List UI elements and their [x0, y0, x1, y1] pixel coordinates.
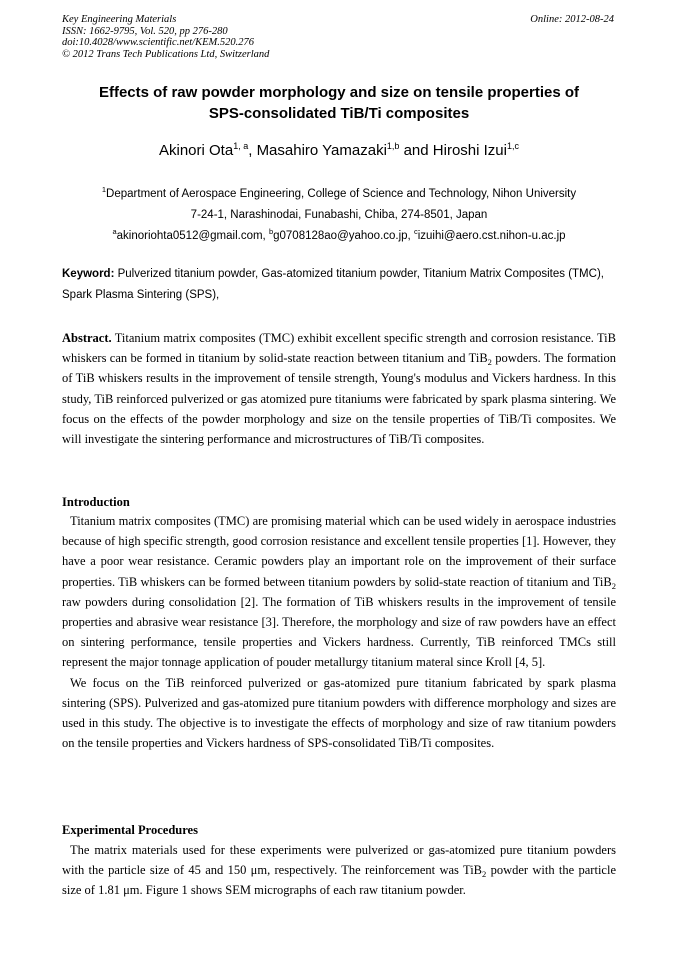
- affiliation-sup: 1: [101, 185, 107, 194]
- journal-name: Key Engineering Materials: [62, 14, 177, 25]
- author-1: Akinori Ota: [159, 142, 234, 159]
- title-line-1: Effects of raw powder morphology and size on tensile properties of: [98, 84, 580, 101]
- abstract-block: Abstract. Titanium matrix composites (TMC) exhibit excellent specific strength and corrosion resistance. TiB whiskers can be formed in titanium by solid-state reaction between titanium and TiB$_2$ powders. The formation of TiB whiskers results in the improvement of tensile strength, Young's modulus and Vickers hardness. In this study, TiB reinforced pulverized or gas atomized pure titaniums were fabricated by spark plasma sintering. We focus on the effects of the powder morphology and size on the tensile properties of TiB/Ti composites. We will investigate the sintering performance and microstructures of TiB/Ti composites.: [62, 331, 616, 447]
- author-list: [62, 141, 616, 161]
- title-line-2: SPS-consolidated TiB/Ti composites: [208, 105, 470, 122]
- author-3: Hiroshi Izui: [432, 142, 507, 159]
- copyright-line: © 2012 Trans Tech Publications Ltd, Switzerland: [62, 48, 270, 60]
- email-a: akinoriohta0512@gmail.com,: [116, 230, 269, 242]
- author-separator: ,: [248, 142, 257, 159]
- author-3-sup: 1,c: [506, 141, 519, 151]
- abstract-label: Abstract.: [62, 331, 112, 345]
- author-1-sup: 1, a: [233, 141, 249, 151]
- doi-line: doi:10.4028/www.scientific.net/KEM.520.276: [62, 37, 254, 49]
- keyword-text: Pulverized titanium powder, Gas-atomized titanium powder, Titanium Matrix Composites (TMC), Spark Plasma Sintering (SPS),: [62, 268, 604, 301]
- affiliation-line-2: 7-24-1, Narashinodai, Funabashi, Chiba, 274-8501, Japan: [190, 209, 488, 221]
- email-c: izuihi@aero.cst.nihon-u.ac.jp: [417, 230, 566, 242]
- section-heading-experimental: Experimental Procedures: [62, 823, 198, 837]
- keyword-block: [62, 264, 616, 306]
- affiliation-block: [62, 184, 616, 247]
- online-date: Online: 2012-08-24: [530, 14, 614, 25]
- introduction-paragraph-2: We focus on the TiB reinforced pulverized or gas-atomized pure titanium fabricated by spark plasma sintering (SPS). Pulverized and gas-atomized pure titanium powders with difference morphology and sizes are used in this study. The objective is to investigate the effects of morphology and size of raw titanium powders on the tensile properties and Vickers hardness of SPS-consolidated TiB/Ti composites.: [62, 675, 616, 751]
- paper-title: [62, 82, 616, 124]
- journal-header: [62, 14, 269, 60]
- email-line: $^a$akinoriohta0512@gmail.com, $^b$g0708128ao@yahoo.co.jp, $^c$izuihi@aero.cst.nihon-u.ac.jp: [112, 227, 566, 242]
- author-2-sup: 1,b: [386, 141, 400, 151]
- introduction-paragraph-1: Titanium matrix composites (TMC) are promising material which can be used widely in aerospace industries because of high specific strength, good corrosion resistance and excellent tensile properties [1]. However, they have a poor wear resistance. Ceramic powders play an important role on the improvement of their surface properties. TiB whiskers can be formed between titanium powders by solid-state reaction of titanium and TiB$_2$ raw powders during consolidation [2]. The formation of TiB whiskers results in the improvement of tensile properties and abrasive wear resistance [3]. Therefore, the morphology and size of raw powders have an effect on sintering performance, tensile properties and Vickers hardness. Currently, TiB reinforced TMCs still represent the major tonnage application of pouder metallurgy titanium materal since Kroll [4, 5].: [62, 514, 616, 670]
- experimental-paragraph: The matrix materials used for these experiments were pulverized or gas-atomized pure titanium powders with the particle size of 45 and 150 μm, respectively. The reinforcement was TiB$_2$ powder with the particle size of 1.81 μm. Figure 1 shows SEM micrographs of each raw titanium powder.: [62, 843, 616, 898]
- author-2: Masahiro Yamazaki: [256, 142, 387, 159]
- affiliation-line-1: $^1$Department of Aerospace Engineering, College of Science and Technology, Nihon University: [101, 185, 577, 200]
- introduction-body: [62, 511, 616, 753]
- section-heading-introduction: Introduction: [62, 495, 130, 509]
- experimental-body: [62, 840, 616, 901]
- author-separator: and: [399, 142, 433, 159]
- email-b: g0708128ao@yahoo.co.jp,: [273, 230, 414, 242]
- issn-line: ISSN: 1662-9795, Vol. 520, pp 276-280: [62, 25, 228, 37]
- keyword-label: Keyword:: [62, 268, 115, 280]
